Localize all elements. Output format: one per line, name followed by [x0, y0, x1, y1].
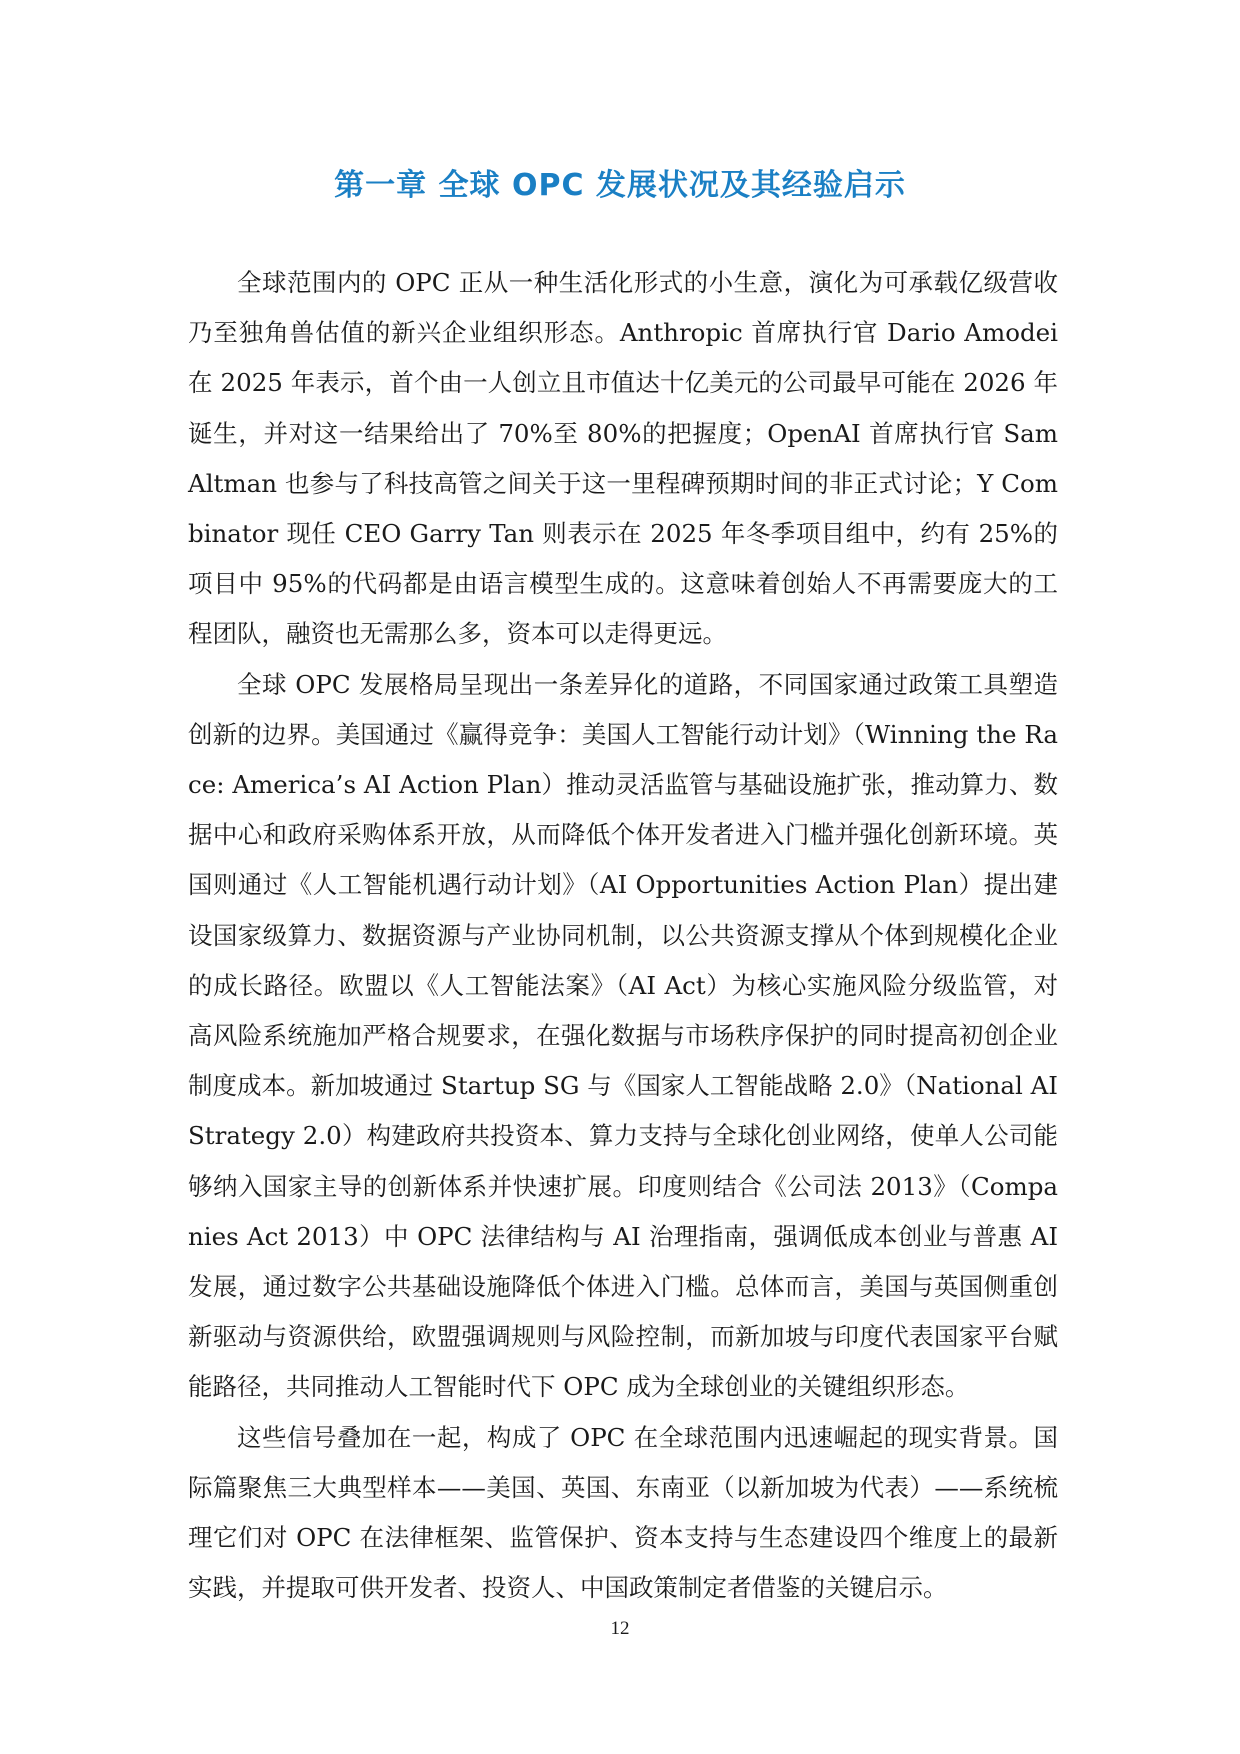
paragraph-2: 全球 OPC 发展格局呈现出一条差异化的道路，不同国家通过政策工具塑造创新的边界。美国通过《赢得竞争：美国人工智能行动计划》（Winning the Race: America’s AI Action Plan）推动灵活监管与基础设施扩张，推动算力、数据中心和政府采购体系开放，从而降低个体开发者进入门槛并强化创新环境。英国则通过《人工智能机遇行动计划》（AI Opportunities Action Plan）提出建设国家级算力、数据资源与产业协同机制，以公共资源支撑从个体到规模化企业的成长路径。欧盟以《人工智能法案》（AI Act）为核心实施风险分级监管，对高风险系统施加严格合规要求，在强化数据与市场秩序保护的同时提高初创企业制度成本。新加坡通过 Startup SG 与《国家人工智能战略 2.0》（National AI Strategy 2.0）构建政府共投资本、算力支持与全球化创业网络，使单人公司能够纳入国家主导的创新体系并快速扩展。印度则结合《公司法 2013》（Companies Act 2013）中 OPC 法律结构与 AI 治理指南，强调低成本创业与普惠 AI 发展，通过数字公共基础设施降低个体进入门槛。总体而言，美国与英国侧重创新驱动与资源供给，欧盟强调规则与风险控制，而新加坡与印度代表国家平台赋能路径，共同推动人工智能时代下 OPC 成为全球创业的关键组织形态。: [188, 669, 1058, 1402]
body-text: [188, 258, 1058, 1613]
paragraph-1: 全球范围内的 OPC 正从一种生活化形式的小生意，演化为可承载亿级营收乃至独角兽估值的新兴企业组织形态。Anthropic 首席执行官 Dario Amodei 在 2025 年表示，首个由一人创立且市值达十亿美元的公司最早可能在 2026 年诞生，并对这一结果给出了 70%至 80%的把握度；OpenAI 首席执行官 Sam Altman 也参与了科技高管之间关于这一里程碑预期时间的非正式讨论；Y Combinator 现任 CEO Garry Tan 则表示在 2025 年冬季项目组中，约有 25%的项目中 95%的代码都是由语言模型生成的。这意味着创始人不再需要庞大的工程团队，融资也无需那么多，资本可以走得更远。: [188, 268, 1058, 649]
paragraph-3: 这些信号叠加在一起，构成了 OPC 在全球范围内迅速崛起的现实背景。国际篇聚焦三大典型样本——美国、英国、东南亚（以新加坡为代表）——系统梳理它们对 OPC 在法律框架、监管保护、资本支持与生态建设四个维度上的最新实践，并提取可供开发者、投资人、中国政策制定者借鉴的关键启示。: [188, 1422, 1058, 1603]
page-number: 12: [610, 1618, 630, 1639]
chapter-title: 第一章 全球 OPC 发展状况及其经验启示: [334, 168, 906, 203]
